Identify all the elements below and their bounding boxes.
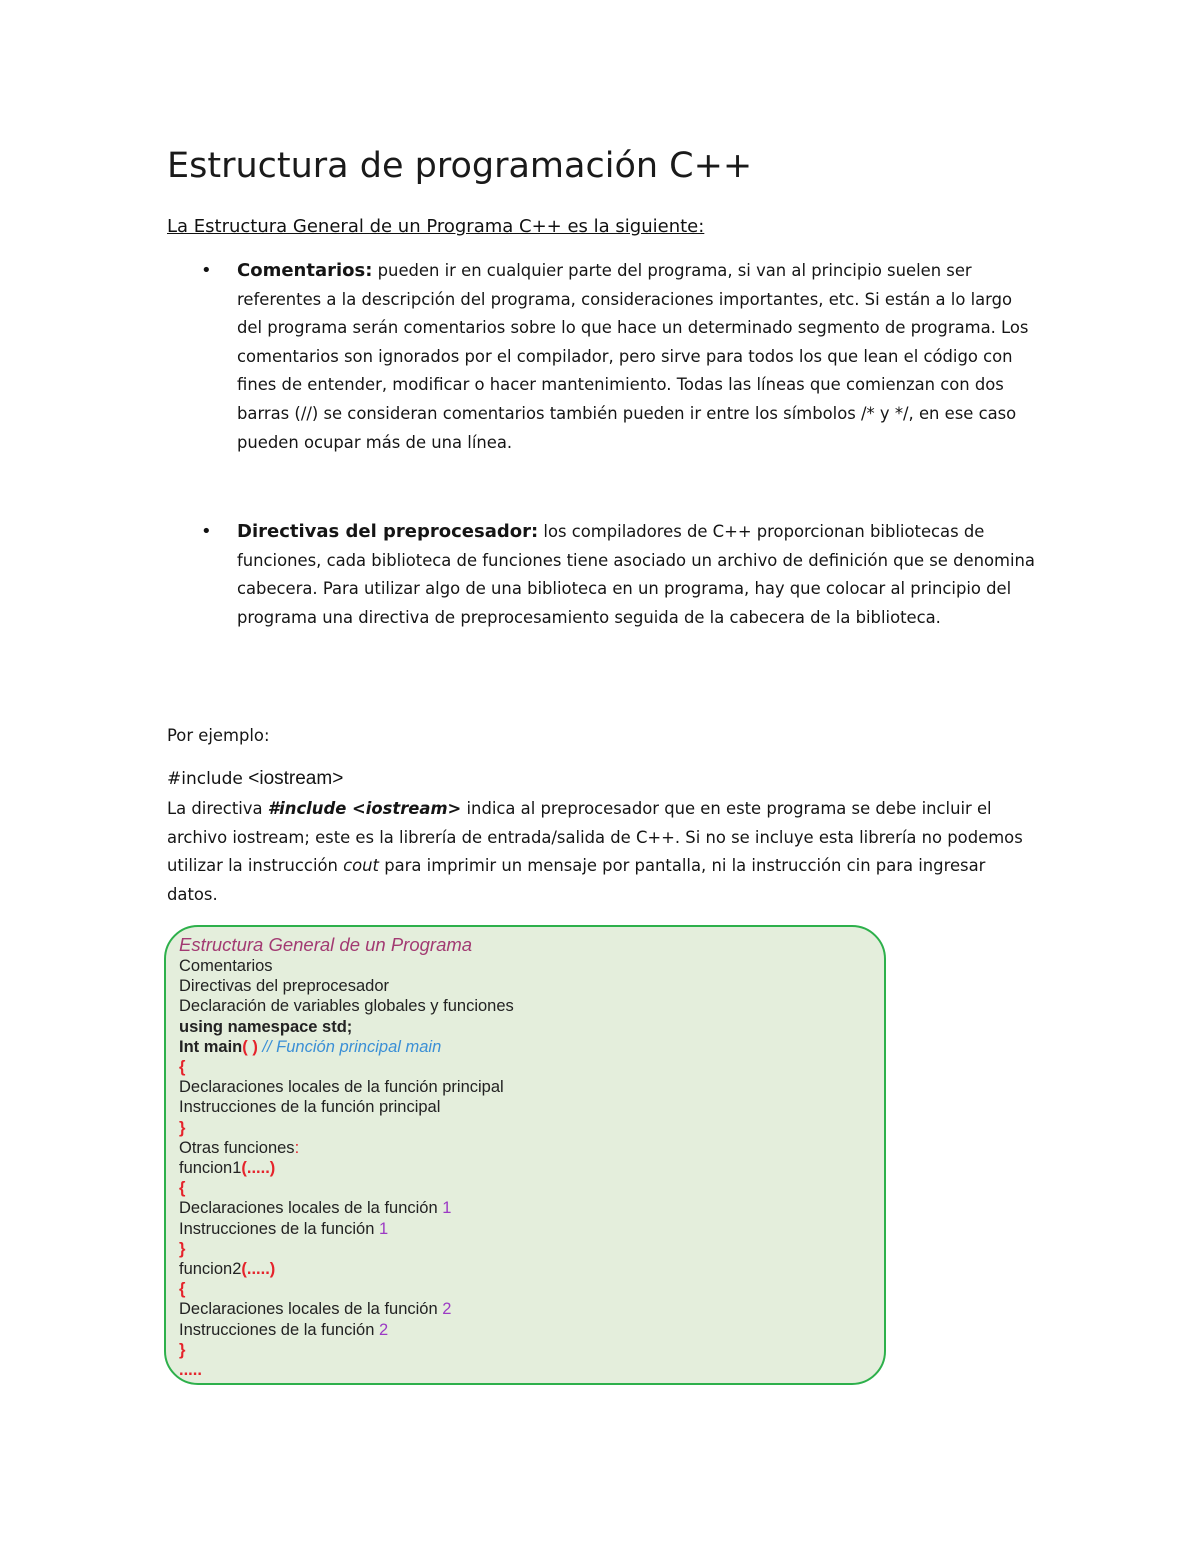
expl-cout: cout [343,856,379,876]
box-title: Estructura General de un Programa [179,934,473,955]
decl-f1-num: 1 [442,1199,452,1218]
box-brace-open-f2: { [179,1280,186,1299]
bullet-dot: • [201,260,212,281]
box-brace-open-f1: { [179,1179,186,1198]
instr-f2-text: Instrucciones de la función [179,1320,379,1339]
bullet-label: Comentarios [237,260,366,281]
include-prefix: #include [167,769,249,789]
box-line-main [179,1037,514,1057]
main-parens: ( ) [242,1037,258,1056]
otras-label: Otras funciones [179,1138,295,1157]
bullet-text [237,518,1037,632]
decl-f2-num: 2 [442,1300,452,1319]
box-line-decl-f1 [179,1198,514,1218]
expl-part2: indica al preprocesador que en este programa se debe incluir el archivo iostream; este es la librería de entrada/salida de C++. Si no se incluye esta librería no podemos utilizar la instrucción [167,799,1023,876]
box-line-instr-main: Instrucciones de la función principal [179,1098,441,1117]
box-brace-close-f2: } [179,1340,186,1359]
box-line-directivas: Directivas del preprocesador [179,977,390,996]
main-comment: // Función principal main [257,1037,442,1056]
f2-name: funcion2 [179,1260,242,1279]
box-line-instr-f2 [179,1320,514,1340]
bullet-body: pueden ir en cualquier parte del programa, si van al principio suelen ser referentes a la descripción del programa, consideraciones importantes, etc. Si están a lo largo del programa serán comentarios sobre lo que hace un determinado segmento de programa. Los comentarios son ignorados por el compilador, pero sirve para todos los que lean el código con fines de entender, modificar o hacer mantenimiento. Todas las líneas que comienzan con dos barras (//) se consideran comentarios también pueden ir entre los símbolos /* y */, en ese caso pueden ocupar más de una línea. [237,261,1029,452]
program-structure-box [164,925,886,1385]
box-line-declaracion: Declaración de variables globales y funciones [179,997,514,1016]
decl-f1-text: Declaraciones locales de la función [179,1199,443,1218]
include-line [167,768,343,790]
instr-f1-num: 1 [378,1219,389,1238]
f2-args: (.....) [241,1260,276,1279]
include-tag: <iostream> [248,768,344,789]
bullet-comentarios [167,257,1037,457]
bullet-colon: : [531,521,539,542]
bullet-body: los compiladores de C++ proporcionan bibliotecas de funciones, cada biblioteca de funciones tiene asociado un archivo de definición que se denomina cabecera. Para utilizar algo de una biblioteca en un programa, hay que colocar al principio del programa una directiva de preprocesamiento seguida de la cabecera de la biblioteca. [237,522,1035,627]
f1-name: funcion1 [179,1159,242,1178]
box-line-decl-f2 [179,1299,514,1319]
otras-colon: : [294,1138,300,1157]
box-brace-open-main: { [179,1058,186,1077]
box-brace-close-main: } [179,1118,186,1137]
expl-directive: #include <iostream> [267,799,462,818]
bullet-dot: • [201,521,212,542]
program-structure-content [179,933,514,1380]
bullet-label: Directivas del preprocesador [237,521,531,542]
instr-f1-text: Instrucciones de la función [179,1219,379,1238]
box-ellipsis: ..... [179,1361,202,1380]
instr-f2-num: 2 [378,1320,389,1339]
box-line-comentarios: Comentarios [179,957,273,975]
page-title: Estructura de programación C++ [167,146,753,186]
example-label: Por ejemplo: [167,726,270,745]
bullet-directivas [167,518,1037,632]
box-line-decl-main: Declaraciones locales de la función principal [179,1078,504,1097]
bullet-text [237,257,1037,457]
box-line-otras [179,1138,514,1158]
box-brace-close-f1: } [179,1239,186,1258]
box-line-f1 [179,1158,514,1178]
section-subtitle: La Estructura General de un Programa C++ es la siguiente: [167,216,705,237]
expl-part1: La directiva [167,799,268,818]
box-line-f2 [179,1259,514,1279]
decl-f2-text: Declaraciones locales de la función [179,1300,443,1319]
box-line-using: using namespace std; [179,1017,353,1036]
f1-args: (.....) [241,1159,276,1178]
include-explanation [167,795,1037,909]
expl-part3: para imprimir un mensaje por pantalla, ni la instrucción cin para ingresar datos. [167,856,986,904]
bullet-colon: : [365,260,373,281]
main-keyword: Int main [179,1037,243,1056]
box-line-instr-f1 [179,1219,514,1239]
